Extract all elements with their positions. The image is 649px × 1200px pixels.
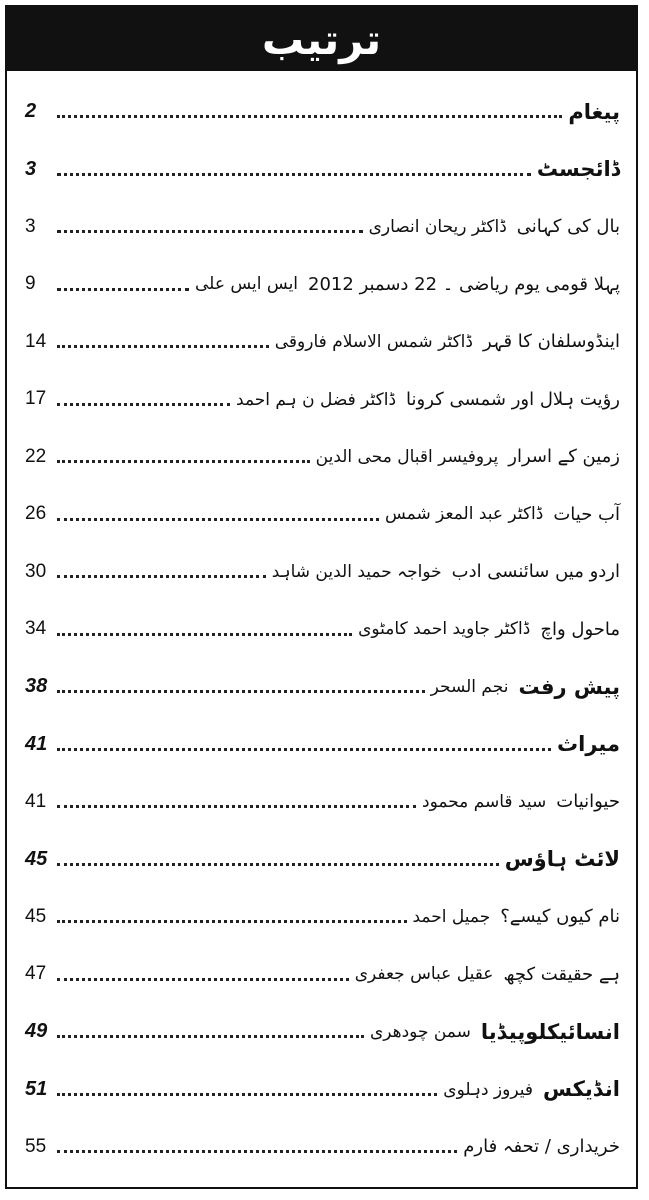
toc-entry[interactable]	[7, 888, 636, 946]
entry-author: نجم السحر	[430, 676, 509, 697]
entry-author: ڈاکٹر جاوید احمد کامٹوی	[358, 619, 531, 640]
page-number: 14	[25, 330, 47, 352]
entry-title: پہلا قومی یوم ریاضی ۔ 22 دسمبر 2012	[308, 273, 620, 295]
dot-leader	[57, 863, 499, 866]
entry-author: سمن چودھری	[369, 1021, 471, 1042]
dot-leader	[57, 690, 425, 693]
toc-entry[interactable]	[7, 486, 636, 544]
dot-leader	[57, 1035, 364, 1038]
entry-title: حیوانیات	[556, 791, 620, 813]
toc-entry[interactable]	[7, 313, 636, 371]
entry-title: ماحول واچ	[540, 618, 620, 640]
entry-title: زمین کے اسرار	[508, 446, 620, 468]
toc-entry[interactable]	[7, 371, 636, 429]
entry-author: ڈاکٹر شمس الاسلام فاروقی	[274, 331, 473, 352]
page-number: 22	[25, 445, 47, 467]
page-number: 17	[25, 388, 47, 410]
entry-title: پیش رفت	[518, 674, 620, 699]
toc-frame	[5, 5, 638, 1189]
toc-entry[interactable]	[7, 946, 636, 1004]
entry-title: اینڈوسلفان کا قہر	[482, 331, 620, 353]
entry-author: سید قاسم محمود	[422, 791, 547, 812]
entry-author: فیروز دہلوی	[443, 1079, 533, 1100]
page-number: 3	[25, 157, 37, 180]
dot-leader	[57, 288, 189, 291]
entry-author: خواجہ حمید الدین شاہد	[271, 562, 442, 583]
page-number: 51	[25, 1077, 48, 1100]
entry-author: ڈاکٹر فضل ن ہم احمد	[236, 389, 397, 410]
entry-author: عقیل عباس جعفری	[354, 964, 494, 985]
page-number: 49	[25, 1020, 48, 1043]
page-number: 30	[25, 560, 47, 582]
page-number: 47	[25, 963, 47, 985]
entry-author: جمیل احمد	[412, 906, 491, 927]
dot-leader	[57, 920, 407, 923]
dot-leader	[57, 460, 310, 463]
entry-title: لائٹ ہاؤس	[504, 847, 620, 872]
toc-entry[interactable]	[7, 141, 636, 199]
entry-author: پروفیسر اقبال محی الدین	[315, 446, 499, 467]
dot-leader	[57, 978, 349, 981]
entry-title: انڈیکس	[543, 1077, 620, 1102]
toc-entry[interactable]	[7, 1061, 636, 1119]
page-number: 34	[25, 618, 47, 640]
dot-leader	[57, 345, 269, 348]
dot-leader	[57, 633, 352, 636]
entry-title: پیغام	[568, 99, 620, 124]
dot-leader	[57, 805, 416, 808]
entry-title: نام کیوں کیسے؟	[500, 906, 620, 928]
entry-author: ایس ایس علی	[195, 274, 299, 295]
entry-author: ڈاکٹر عبد المعز شمس	[384, 504, 544, 525]
dot-leader	[57, 173, 531, 176]
toc-entry[interactable]	[7, 1118, 636, 1176]
toc-entry[interactable]	[7, 256, 636, 314]
page-number: 41	[25, 732, 48, 755]
dot-leader	[57, 575, 266, 578]
toc-entry[interactable]	[7, 831, 636, 889]
toc-entry[interactable]	[7, 601, 636, 659]
toc-entry[interactable]	[7, 428, 636, 486]
dot-leader	[57, 1093, 437, 1096]
toc-entry[interactable]	[7, 1003, 636, 1061]
toc-entry[interactable]	[7, 716, 636, 774]
toc-entry[interactable]	[7, 198, 636, 256]
entry-author: ڈاکٹر ریحان انصاری	[368, 216, 507, 237]
dot-leader	[57, 748, 551, 751]
entry-title: اردو میں سائنسی ادب	[451, 561, 620, 583]
entry-title: رؤیت ہلال اور شمسی کرونا	[406, 388, 620, 410]
toc-entry[interactable]	[7, 83, 636, 141]
dot-leader	[57, 1150, 457, 1153]
dot-leader	[57, 230, 363, 233]
dot-leader	[57, 403, 230, 406]
entry-title: بال کی کہانی	[516, 216, 620, 238]
toc-entry[interactable]	[7, 658, 636, 716]
entry-title: ڈائجسٹ	[536, 157, 620, 182]
dot-leader	[57, 115, 562, 118]
toc-header	[7, 7, 636, 71]
entry-title: انسائیکلوپیڈیا	[480, 1019, 620, 1044]
dot-leader	[57, 518, 379, 521]
page-number: 2	[25, 100, 37, 123]
entry-title: آب حیات	[553, 503, 620, 525]
entry-title: ہے حقیقت کچھ	[503, 963, 620, 985]
page-number: 45	[25, 905, 47, 927]
entry-title: خریداری / تحفہ فارم	[463, 1136, 620, 1158]
page-number: 9	[25, 273, 36, 295]
page-number: 38	[25, 675, 48, 698]
page-number: 55	[25, 1135, 47, 1157]
toc-entry[interactable]	[7, 543, 636, 601]
page-number: 45	[25, 847, 48, 870]
page-number: 41	[25, 790, 47, 812]
toc-entry[interactable]	[7, 773, 636, 831]
toc-title: ترتیب	[261, 14, 382, 64]
page-number: 26	[25, 503, 47, 525]
toc-list	[7, 83, 636, 1176]
page-number: 3	[25, 215, 36, 237]
entry-title: میراث	[557, 732, 620, 757]
